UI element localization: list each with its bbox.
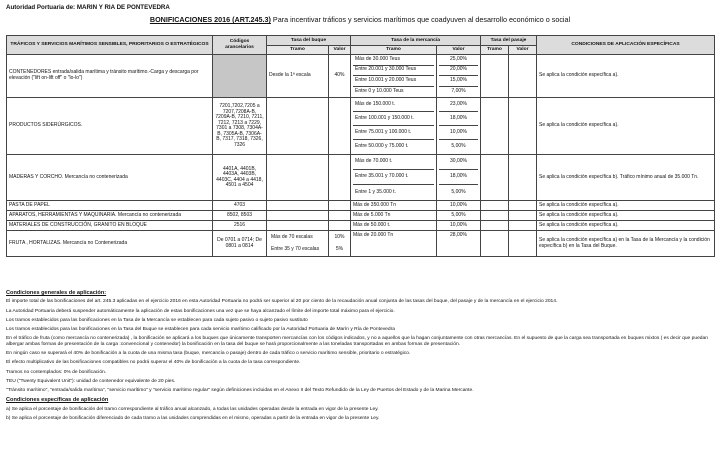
title-subtitle: Para incentivar tráficos y servicios marítimos que coadyuven al desarrollo económico o social — [270, 15, 571, 24]
merc-tramo: Entre 0 y 10.000 Teus — [355, 87, 404, 94]
table-row — [7, 221, 715, 231]
general-condition: Los tramos establecidos para las bonificaciones en la Tasa de la Mercancía se establecen para cada sujeto pasivo o sujeto pasivo sustituto — [6, 317, 308, 323]
buque-tramo-cell — [267, 98, 329, 155]
pasaje-tramo-cell — [481, 98, 509, 155]
merc-tramo: Entre 100.001 y 150.000 t. — [353, 112, 434, 126]
general-condition: En ningún caso se superará el 40% de bonificación a la cuota de una misma tasa (buque, mercancía o pasaje) dentro de cada tráfico o servicio marítimo sensible, prioritario o estratégico. — [6, 351, 411, 357]
general-conditions-heading: Condiciones generales de aplicación: — [6, 290, 107, 296]
merc-tramo-cell — [351, 155, 437, 201]
buque-tramo-cell — [267, 201, 329, 211]
merc-tramo-cell: Más de 20.000 Tn — [351, 231, 437, 257]
general-condition: La Autoridad Portuaria deberá suspender automáticamente la aplicación de estas bonificaciones una vez que se haya alcanzado el límite del importe total máximo para el ejercicio. — [6, 308, 395, 314]
merc-valor: 15,00% — [439, 76, 478, 87]
buque-valor-cell — [329, 231, 351, 257]
merc-tramo-cell: Más de 50.000 t. — [351, 221, 437, 231]
col-header-codigos: Códigos arancelarios — [213, 36, 267, 55]
pasaje-valor-cell — [509, 201, 537, 211]
condicion-cell: Se aplica la condición específica a). — [537, 221, 715, 231]
merc-valor: 25,00% — [439, 55, 478, 66]
table-row — [7, 55, 715, 98]
merc-tramo: Entre 1 y 35.000 t. — [355, 188, 396, 195]
table-row — [7, 211, 715, 221]
merc-valor: 20,00% — [439, 66, 478, 77]
specific-conditions-heading: Condiciones específicas de aplicación — [6, 397, 109, 404]
table-row — [7, 231, 715, 257]
table-row — [7, 155, 715, 201]
buque-valor-cell — [329, 211, 351, 221]
buque-valor-cell: 40% — [329, 55, 351, 98]
pasaje-tramo-cell — [481, 155, 509, 201]
title-main: BONIFICACIONES 2016 (ART.245.3) — [149, 15, 271, 24]
merc-valor: 7,00% — [451, 87, 466, 94]
buque-tramo-cell: Desde la 1ª escala — [267, 55, 329, 98]
specific-condition: a) Se aplica el porcentaje de bonificación del tramo correspondiente al tráfico anual alcanzado, a todas las unidades operadas desde la entrada en vigor de la presente Ley. — [6, 406, 379, 412]
merc-valor: 23,00% — [439, 98, 478, 112]
specific-condition: b) Se aplica el porcentaje de bonificación diferenciado de cada tramo a las unidades comprendidas en el mismo, operadas a partir de la entrada en vigor de la presente Ley. — [6, 416, 380, 422]
condicion-cell: Se aplica la condición específica a) en la Tasa de la Mercancía y la condición específica b) en la Tasa del Buque. — [537, 231, 715, 257]
codigos-cell: 4401A, 4401B, 4403A, 4403B, 4403C, 4404 a 4418, 4501 a 4504 — [213, 155, 267, 201]
subheader-tramo: Tramo — [267, 46, 329, 55]
merc-valor-cell — [437, 155, 481, 201]
buque-valor: 5% — [335, 245, 344, 252]
trafico-cell: MATERIALES DE CONSTRUCCIÓN, GRANITO EN BLOQUE — [7, 221, 213, 231]
subheader-valor: Valor — [329, 46, 351, 55]
pasaje-valor-cell — [509, 155, 537, 201]
general-condition: Los tramos establecidos para las bonificaciones en la Tasa del Buque se establecen para cada servicio marítimo calificado por la Autoridad Portuaria de Marín y Ría de Pontevedra — [6, 327, 395, 333]
codigos-cell — [213, 55, 267, 98]
buque-tramo-cell — [267, 211, 329, 221]
buque-valor: 10% — [334, 233, 345, 240]
condicion-cell: Se aplica la condición específica b). Tráfico mínimo anual de 35.000 Tn. — [537, 155, 715, 201]
merc-valor: 5,00% — [451, 143, 466, 150]
codigos-cell: 7201,7202,7205 a 7207,7208A-B, 7209A-B, 7210, 7211, 7212, 7213 a 7229, 7301 a 7308, 7304A-B, 7305A-B, 7306A-B, 7317, 7318, 7326, 7326 — [213, 98, 267, 155]
pasaje-tramo-cell — [481, 211, 509, 221]
merc-tramo-cell — [351, 55, 437, 98]
trafico-cell: APARATOS, HERRAMIENTAS Y MAQUINARIA. Mercancía no contenerizada — [7, 211, 213, 221]
general-condition: "Tránsito marítimo", "entrada/salida marítima", "servicio marítimo" y "servicio marítimo regular" según definiciones incluidas en el Anexo II del Texto Refundido de la Ley de Puertos del Estado y de la Marina Mercante. — [6, 388, 474, 394]
condicion-cell: Se aplica la condición específica a). — [537, 55, 715, 98]
merc-tramo-cell: Más de 350.000 Tn — [351, 201, 437, 211]
buque-valor-cell — [329, 155, 351, 201]
merc-valor-cell — [437, 98, 481, 155]
merc-valor-cell — [437, 55, 481, 98]
subheader-valor: Valor — [509, 46, 537, 55]
merc-tramo: Entre 35.001 y 70.000 t. — [353, 170, 434, 185]
merc-tramo: Más de 70.000 t. — [353, 155, 434, 170]
pasaje-tramo-cell — [481, 201, 509, 211]
general-condition: Tramos no contemplados: 0% de bonificación. — [6, 369, 107, 375]
merc-valor-cell: 10,00% — [437, 221, 481, 231]
merc-valor: 18,00% — [439, 112, 478, 126]
merc-valor: 18,00% — [439, 170, 478, 185]
pasaje-tramo-cell — [481, 221, 509, 231]
subheader-valor: Valor — [437, 46, 481, 55]
buque-valor-cell — [329, 201, 351, 211]
bonificaciones-table — [6, 35, 715, 257]
condicion-cell: Se aplica la condición específica a). — [537, 211, 715, 221]
merc-tramo: Más de 30.000 Teus — [353, 55, 434, 66]
buque-tramo-cell — [267, 231, 329, 257]
merc-valor: 5,00% — [451, 188, 466, 195]
merc-tramo: Entre 10.001 y 20.000 Teus — [353, 76, 434, 87]
merc-valor-cell: 10,00% — [437, 201, 481, 211]
trafico-cell: FRUTA , HORTALIZAS. Mercancía no Contenerizada — [7, 231, 213, 257]
trafico-cell: PRODUCTOS SIDERÚRGICOS. — [7, 98, 213, 155]
page-title — [0, 16, 720, 24]
subheader-tramo: Tramo — [481, 46, 509, 55]
trafico-cell: MADERAS Y CORCHO. Mercancía no contenerizada — [7, 155, 213, 201]
conditions-section — [6, 290, 714, 425]
codigos-cell: 8502, 8503 — [213, 211, 267, 221]
pasaje-valor-cell — [509, 221, 537, 231]
pasaje-valor-cell — [509, 98, 537, 155]
col-header-buque: Tasa del buque — [267, 36, 351, 46]
buque-valor-cell — [329, 98, 351, 155]
general-condition: TEU ("Twenty Equivalent Unit"): unidad de contenedor equivalente de 20 pies. — [6, 378, 176, 384]
buque-tramo-cell — [267, 155, 329, 201]
table-row — [7, 201, 715, 211]
merc-tramo-cell — [351, 98, 437, 155]
merc-tramo: Entre 50.000 y 75.000 t. — [355, 143, 409, 150]
codigos-cell: De 0701 a 0714; De 0801 a 0814 — [213, 231, 267, 257]
port-authority-header: Autoridad Portuaria de: MARIN Y RIA DE PONTEVEDRA — [6, 4, 170, 11]
pasaje-tramo-cell — [481, 55, 509, 98]
col-header-condiciones: CONDICIONES DE APLICACIÓN ESPECÍFICAS — [537, 36, 715, 55]
buque-valor-cell — [329, 221, 351, 231]
merc-valor-cell: 5,00% — [437, 211, 481, 221]
general-condition: En el tráfico de fruta (como mercancía no contenerizada) , la bonificación se aplicará a los buques que únicamente transporten mercancías con los códigos indicados, y no a aquellos que la hagan conjuntamente con otras mercancías. En el supuesto de que la carga sea transportada en buques mixtos ( es decir que puedan albergar ambas formas de presentación de la carga :convencional y contenedor) la bonificación en la tasa del buque se hará proporcionalmente a las toneladas transportadas en ambas formas de presentación. — [6, 336, 708, 347]
merc-valor-cell: 28,00% — [437, 231, 481, 257]
condicion-cell: Se aplica la condición específica a). — [537, 201, 715, 211]
merc-tramo: Más de 150.000 t. — [353, 98, 434, 112]
col-header-mercancia: Tasa de la mercancía — [351, 36, 481, 46]
codigos-cell: 2516 — [213, 221, 267, 231]
pasaje-valor-cell — [509, 55, 537, 98]
general-condition: El efecto multiplicativo de las bonificaciones compatibles no podrá superar el 40% de bonificación a la cuota de la tasa correspondiente. — [6, 360, 301, 366]
buque-tramo: Más de 70 escalas — [271, 233, 313, 240]
col-header-pasaje: Tasa del pasaje — [481, 36, 537, 46]
codigos-cell: 4703 — [213, 201, 267, 211]
buque-tramo-cell — [267, 221, 329, 231]
trafico-cell: PASTA DE PAPEL — [7, 201, 213, 211]
merc-valor: 30,00% — [439, 155, 478, 170]
table-row — [7, 98, 715, 155]
merc-tramo-cell: Más de 5.000 Tn — [351, 211, 437, 221]
buque-tramo: Entre 35 y 70 escalas — [271, 245, 320, 252]
subheader-tramo: Tramo — [351, 46, 437, 55]
merc-tramo: Entre 20.001 y 30.000 Teus — [353, 66, 434, 77]
pasaje-valor-cell — [509, 211, 537, 221]
merc-tramo: Entre 75.001 y 100.000 t. — [353, 126, 434, 140]
condicion-cell: Se aplica la condición específica a). — [537, 98, 715, 155]
trafico-cell: CONTENEDORES entrada/salida marítima y tránsito marítimo.-Carga y descarga por elevación ("lift on-lift off" o "lo-lo") — [7, 55, 213, 98]
col-header-traficos: TRÁFICOS Y SERVICIOS MARÍTIMOS SENSIBLES, PRIORITARIOS O ESTRATÉGICOS — [7, 36, 213, 55]
merc-valor: 10,00% — [439, 126, 478, 140]
pasaje-tramo-cell — [481, 231, 509, 257]
general-condition: El importe total de las bonificaciones del art. 245.3 aplicadas en el ejercicio 2016 en esta Autoridad Portuaria no podrá ser superior al 20 por ciento de la recaudación anual conjunta de las tasas del buque, del pasaje y de la mercancía en el ejercicio 2014. — [6, 299, 558, 305]
pasaje-valor-cell — [509, 231, 537, 257]
